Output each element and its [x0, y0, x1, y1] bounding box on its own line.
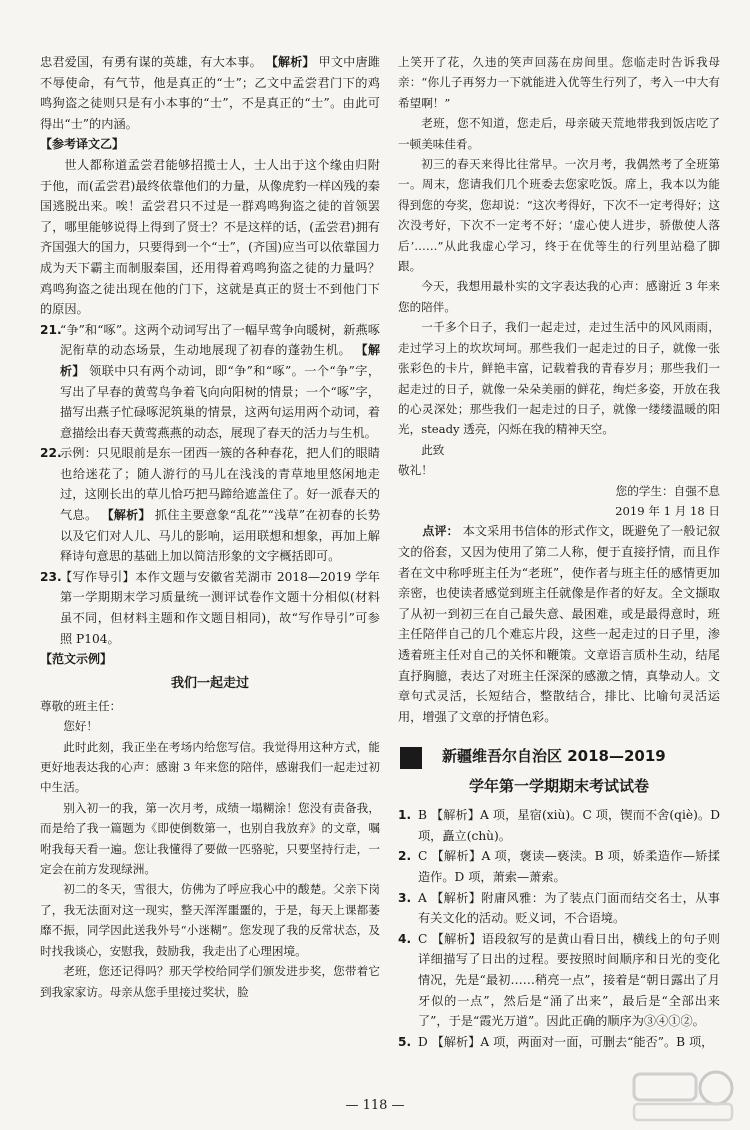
answer-number: 5. [398, 1034, 412, 1049]
letter-paragraph: 一千多个日子，我们一起走过，走过生活中的风风雨雨，走过学习上的坎坎坷坷。那些我们一起走过的日子，就像一张张彩色的卡片，鲜艳丰富，记载着我的青春岁月；那些我们一起走过的日子，就像一朵朵美丽的鲜花，绚烂多姿，开放在我的心灵深处；那些我们一起走过的日子，就像一缕缕温暖的阳光，steady 透亮，闪烁在我的精神天空。 [398, 320, 720, 437]
paragraph-intro [40, 52, 380, 134]
section-title-line2: 学年第一学期期末考试试卷 [468, 777, 649, 796]
answer-5 [398, 1032, 720, 1053]
exam-section-heading [398, 741, 720, 801]
letter-signature: 您的学生：自强不息 [615, 483, 720, 498]
letter-closing: 敬礼！ [398, 463, 433, 478]
answer-number: 1. [398, 808, 412, 823]
letter-paragraph: 老班，您不知道，您走后，母亲破天荒地带我到饭店吃了一顿美味佳肴。 [398, 116, 720, 151]
answer-text: C 【解析】A 项，褒读—亵渎。B 项，娇柔造作—矫揉造作。D 项，萧索—萧索。 [418, 849, 720, 885]
essay-title: 我们一起走过 [170, 675, 249, 691]
analysis-tag: 【解析】 [60, 343, 381, 378]
answer-text: 【写作导引】本作文题与安徽省芜湖市 2018—2019 学年第一学期期末学习质量统一测评试卷作文题十分相似(材料虽不同，但材料主题和作文题目相同)，故“写作导引”可参照 P104。 [60, 569, 380, 646]
answer-number: 3. [398, 890, 412, 905]
analysis-tag: 【解析】 [101, 508, 151, 523]
letter-date: 2019 年 1 月 18 日 [615, 503, 720, 518]
analysis-text: 抓住主要意象“乱花”“浅草”在初春的长势以及它们对人儿、马儿的影响，运用联想和想象，再加上解释诗句意思的基础上加以简洁形象的文字概括即可。 [60, 508, 381, 564]
answer-text: 示例：只见眼前是东一团西一簇的各种春花，把人们的眼睛也给迷花了；随人游行的马儿在浅浅的青草地里悠闲地走过，这刚长出的草儿恰巧把马蹄给遮盖住了。好一派春天的气息。 [60, 446, 380, 523]
answer-text: “争”和“啄”。这两个动词写出了一幅早莺争向暖树，新燕啄泥衔草的动态场景，生动地展现了初春的蓬勃生机。 [60, 322, 380, 358]
answer-text: D 【解析】A 项，两面对一面，可删去“能否”。B 项， [418, 1034, 714, 1049]
letter-paragraph: 初三的春天来得比往常早。一次月考，我偶然考了全班第一。周末，您请我们几个班委去您家吃饭。席上，我本以为能得到您的夸奖，您却说：“这次考得好，下次不一定考得好；这次没考好，下次不一定考不好；‘虚心使人进步，骄傲使人落后’……”从此我虚心学习，终于在优等生的行列里站稳了脚跟。 [398, 157, 720, 274]
letter-paragraph: 上笑开了花，久违的笑声回荡在房间里。您临走时告诉我母亲：“你儿子再努力一下就能进入优等生行列了，考入一中大有希望啊！” [398, 55, 720, 110]
question-number: 22. [40, 446, 62, 461]
right-column [398, 52, 720, 1052]
reference-translation-heading: 【参考译文乙】 [40, 137, 125, 152]
watermark-logo-icon [628, 1066, 738, 1124]
answer-text: C 【解析】语段叙写的是黄山看日出，横线上的句子则详细描写了日出的过程。要按照时间顺序和日光的变化情况，先是“最初……稍亮一点”，接着是“朝日露出了月牙似的一点”，然后是“涌了出来”，最后是“全部出来了”，于是“霞光万道”。因此正确的顺序为③④①②。 [418, 931, 720, 1029]
question-21 [40, 320, 380, 444]
answer-1 [398, 805, 720, 846]
question-22 [40, 443, 380, 567]
question-number: 23. [40, 569, 62, 584]
question-23 [40, 567, 380, 649]
letter-salutation: 尊敬的班主任： [40, 698, 122, 713]
letter-paragraph: 老班，您还记得吗？那天学校给同学们颁发进步奖，您带着它到我家家访。母亲从您手里接过奖状，脸 [40, 964, 380, 999]
analysis-text: 领联中只有两个动词，即“争”和“啄”。一个“争”字，写出了早春的黄莺鸟争着飞向向阳树的情景；一个“啄”字，描写出燕子忙碌啄泥筑巢的情景，这两句运用两个动词，着意描绘出春天黄莺燕燕的动态，展现了春天的活力与生机。 [60, 363, 381, 440]
intro-analysis-text: 甲文中唐雎不辱使命，有气节，他是真正的“士”；乙文中孟尝君门下的鸡鸣狗盗之徒则只是有小本事的“士”，不是真正的“士”。由此可得出“士”的内涵。 [40, 55, 380, 131]
answer-text: A 【解析】附庸风雅：为了装点门面而结交名士，从事有关文化的活动。贬义词，不合语境。 [418, 890, 720, 926]
section-marker-icon [400, 747, 422, 769]
comment-text: 本文采用书信体的形式作文，既避免了一般记叙文的俗套，又因为使用了第二人称，便于直接抒情，而且作者在文中称呼班主任为“老班”，使作者与班主任的感情更加亲密，也使读者感觉到班主任就像是作者的好友。全文撷取了从初一到初三在自己最失意、最困难，或是最得意时，班主任陪伴自己的几个难忘片段，这些一起走过的日子里，渗透着班主任对自己的关怀和鞭策。文章语言质朴生动，结尾直抒胸臆，表达了对班主任深深的感激之情，真挚动人。文章句式灵活，长短结合，整散结合，排比、比喻句灵活运用，增强了文章的抒情色彩。 [398, 524, 720, 724]
analysis-tag: 【解析】 [265, 55, 315, 69]
letter-paragraph: 此时此刻，我正坐在考场内给您写信。我觉得用这种方式，能更好地表达我的心声：感谢 3 年来您的陪伴，感谢我们一起走过初中生活。 [40, 739, 380, 795]
comment-tag: 点评： [422, 524, 459, 539]
answer-2 [398, 846, 720, 887]
intro-text: 忠君爱国，有勇有谋的英雄，有大本事。 [40, 55, 262, 69]
letter-paragraph: 别入初一的我，第一次月考，成绩一塌糊涂！您没有责备我，而是给了我一篇题为《即使倒数第一，也别自我放弃》的文章，嘱咐我每天看一遍。您让我懂得了要做一匹骆驼，只要坚持行走，一定会在前方发现绿洲。 [40, 800, 380, 877]
left-column [40, 52, 380, 1002]
sample-essay-heading: 【范文示例】 [40, 652, 113, 667]
page-number: — 118 — [345, 1098, 405, 1113]
letter-greeting: 您好！ [63, 719, 98, 734]
comment-paragraph [398, 521, 720, 727]
answer-3 [398, 888, 720, 929]
question-number: 21. [40, 322, 62, 337]
letter-paragraph: 今天，我想用最朴实的文字表达我的心声：感谢近 3 年来您的陪伴。 [398, 279, 720, 314]
answer-number: 2. [398, 849, 412, 864]
section-title-line1: 新疆维吾尔自治区 2018—2019 [442, 747, 666, 766]
answer-text: B 【解析】A 项，星宿(xiù)。C 项，锲而不舍(qiè)。D 项，矗立(chù)。 [418, 808, 720, 843]
reference-translation-text: 世人都称道孟尝君能够招揽士人，士人出于这个缘由归附于他，而(孟尝君)最终依靠他们的力量，从像虎豹一样凶残的秦国逃脱出来。唉！孟尝君只不过是一群鸡鸣狗盗之徒的首领罢了，哪里能够说得上得到了贤士？不是这样的话，(孟尝君)拥有齐国强大的国力，只要得到一个“士”，(齐国)应当可以依靠国力成为天下霸主而制服秦国，还用得着鸡鸣狗盗之徒的力量吗？鸡鸣狗盗之徒出现在他的门下，这就是真正的贤士不到他门下的原因。 [40, 157, 380, 317]
answer-number: 4. [398, 931, 412, 946]
letter-closing: 此致 [421, 442, 445, 457]
letter-paragraph: 初二的冬天，雪很大，仿佛为了呼应我心中的酸楚。父亲下岗了，我无法面对这一现实，整天浑浑噩噩的，于是，每天上课都萎靡不振，同学因此送我外号“小迷糊”。您发现了我的反常状态，及时找我谈心，安慰我，鼓励我，我走出了心理困境。 [40, 882, 380, 958]
answer-4 [398, 929, 720, 1032]
